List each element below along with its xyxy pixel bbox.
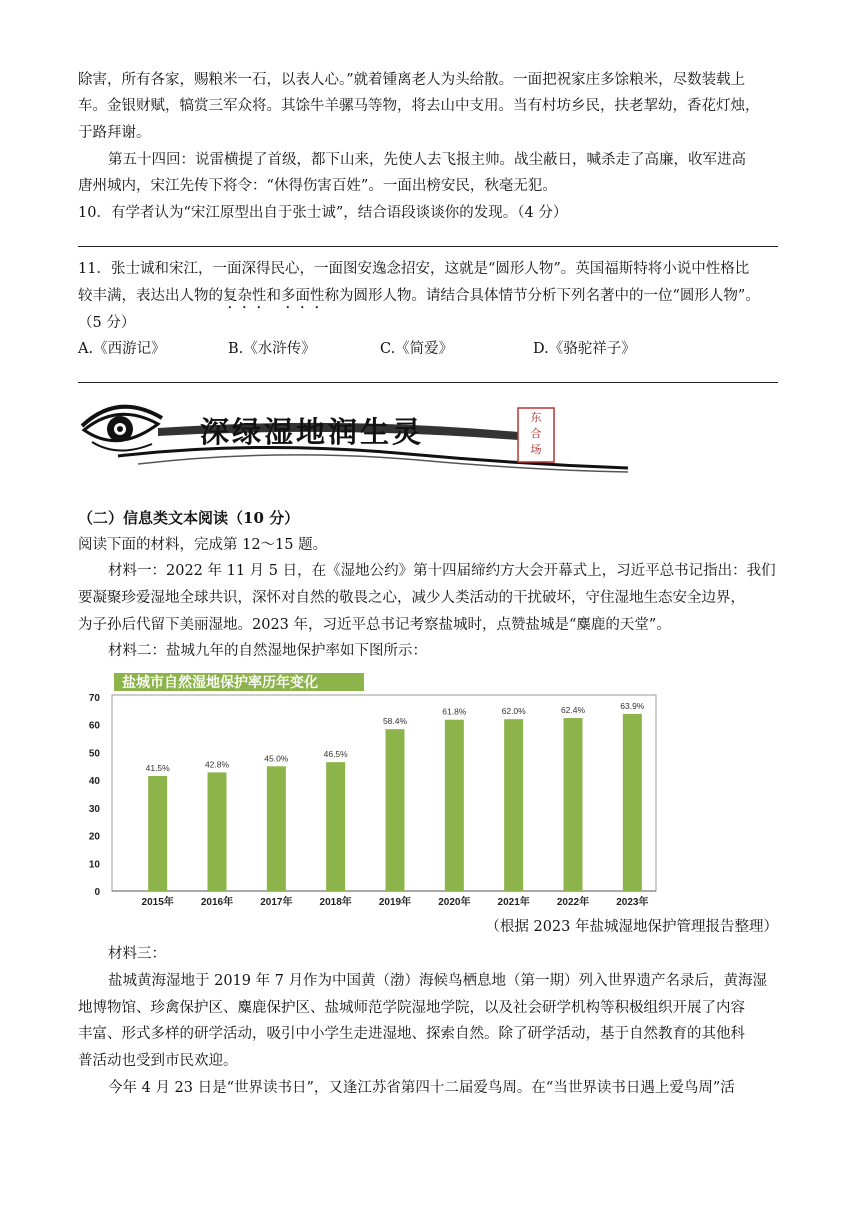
option-a: A.《西游记》 <box>78 341 166 357</box>
x-tick-label: 2021年 <box>497 897 530 908</box>
material-2: 材料二：盐城九年的自然湿地保护率如下图所示： <box>108 643 427 659</box>
stamp-text: 东 合 场 <box>530 411 542 456</box>
y-tick-label: 60 <box>88 720 100 732</box>
question-11-line3: （5 分） <box>78 315 136 331</box>
section-banner <box>78 396 638 474</box>
x-tick-label: 2020年 <box>438 897 471 908</box>
option-b: B.《水浒传》 <box>228 341 316 357</box>
material-1: 材料一：2022 年 11 月 5 日，在《湿地公约》第十四届缔约方大会开幕式上，习近平总书记指出：我们 <box>108 563 776 579</box>
material-1: 要凝聚珍爱湿地全球共识，深怀对自然的敬畏之心，减少人类活动的干扰破坏，守住湿地生态安全边界， <box>78 590 745 606</box>
y-tick-label: 70 <box>88 693 100 704</box>
material-3: 普活动也受到市民欢迎。 <box>78 1053 238 1069</box>
x-tick-label: 2022年 <box>556 897 590 908</box>
passage-line: 唐州城内，宋江先传下将令：“休得伤害百姓”。一面出榜安民，秋毫无犯。 <box>78 178 557 194</box>
bar <box>267 766 286 891</box>
question-10: 10．有学者认为“宋江原型出自于张士诚”，结合语段谈谈你的发现。（4 分） <box>78 205 568 221</box>
question-11-line1: 11．张士诚和宋江，一面深得民心，一面图安逸念招安，这就是“圆形人物”。英国福斯特将小说中性格比 <box>78 261 750 277</box>
x-tick-label: 2019年 <box>378 897 412 908</box>
x-tick-label: 2016年 <box>200 897 234 908</box>
y-tick-label: 30 <box>88 803 100 815</box>
y-tick-label: 20 <box>88 831 100 843</box>
material-3: 盐城黄海湿地于 2019 年 7 月作为中国黄（渤）海候鸟栖息地（第一期）列入世界遗产名录后，黄海湿 <box>108 973 768 989</box>
data-label: 61.8% <box>442 706 467 717</box>
answer-line-11[interactable] <box>78 382 778 383</box>
bar <box>564 718 583 891</box>
answer-line-10[interactable] <box>78 246 778 247</box>
data-label: 62.0% <box>501 706 526 717</box>
bar <box>326 762 345 891</box>
y-tick-label: 50 <box>88 748 100 760</box>
chart-title: 盐城市自然湿地保护率历年变化 <box>122 675 318 691</box>
eye-icon <box>82 407 162 451</box>
question-11-line2: 较丰满，表达出人物的复杂性和多面性称为圆形人物。请结合具体情节分析下列名著中的一位“圆形人物”。 <box>78 288 760 304</box>
data-label: 41.5% <box>145 762 170 773</box>
option-d: D.《骆驼祥子》 <box>533 341 636 357</box>
section-heading: （二）信息类文本阅读（10 分） <box>78 509 300 527</box>
passage-line: 车。金银财赋，犒赏三军众将。其馀牛羊骡马等物，将去山中支用。当有村坊乡民，扶老挈幼，香花灯烛， <box>78 98 760 114</box>
x-tick-label: 2023年 <box>616 897 649 908</box>
x-tick-label: 2018年 <box>319 897 352 908</box>
material-3: 今年 4 月 23 日是“世界读书日”，又逢江苏省第四十二届爱鸟周。在“当世界读书日遇上爱鸟周”活 <box>108 1080 735 1096</box>
material-3: 丰富、形式多样的研学活动，吸引中小学生走进湿地、探索自然。除了研学活动，基于自然教育的其他科 <box>78 1026 745 1042</box>
option-c: C.《简爱》 <box>380 341 454 357</box>
bar <box>386 729 405 891</box>
passage-line: 于路拜谢。 <box>78 125 151 141</box>
data-label: 46.5% <box>323 749 348 760</box>
x-tick-label: 2015年 <box>141 897 174 908</box>
material-3: 地博物馆、珍禽保护区、麋鹿保护区、盐城师范学院湿地学院，以及社会研学机构等积极组织开展了内容 <box>78 1000 745 1016</box>
bar <box>504 719 523 891</box>
chart-source: （根据 2023 年盐城湿地保护管理报告整理） <box>485 919 778 935</box>
question-11-options <box>78 338 780 360</box>
bar <box>208 772 227 891</box>
data-label: 42.8% <box>204 759 230 770</box>
material-3-label: 材料三： <box>108 946 166 962</box>
instruction: 阅读下面的材料，完成第 12～15 题。 <box>78 537 328 553</box>
material-1: 为子孙后代留下美丽湿地。2023 年，习近平总书记考察盐城时，点赞盐城是“麋鹿的天堂”。 <box>78 617 671 633</box>
y-tick-label: 40 <box>88 776 100 788</box>
protection-rate-chart <box>78 665 664 911</box>
banner-title: 深绿湿地润生灵 <box>200 415 425 449</box>
passage-line: 除害，所有各家，赐粮米一石，以表人心。”就着锺离老人为头给散。一面把祝家庄多馀粮米，尽数装载上 <box>78 72 746 88</box>
data-label: 58.4% <box>382 716 408 727</box>
data-label: 62.4% <box>560 705 586 716</box>
bar <box>623 714 642 891</box>
data-label: 63.9% <box>620 700 645 711</box>
data-label: 45.0% <box>264 753 289 764</box>
passage-line: 第五十四回：说雷横提了首级，都下山来，先使人去飞报主帅。战尘蔽日，喊杀走了高廉，收军进高 <box>108 152 746 168</box>
bar <box>148 776 167 891</box>
bar <box>445 720 464 891</box>
y-tick-label: 0 <box>94 887 100 898</box>
x-tick-label: 2017年 <box>260 897 293 908</box>
y-tick-label: 10 <box>88 859 100 871</box>
